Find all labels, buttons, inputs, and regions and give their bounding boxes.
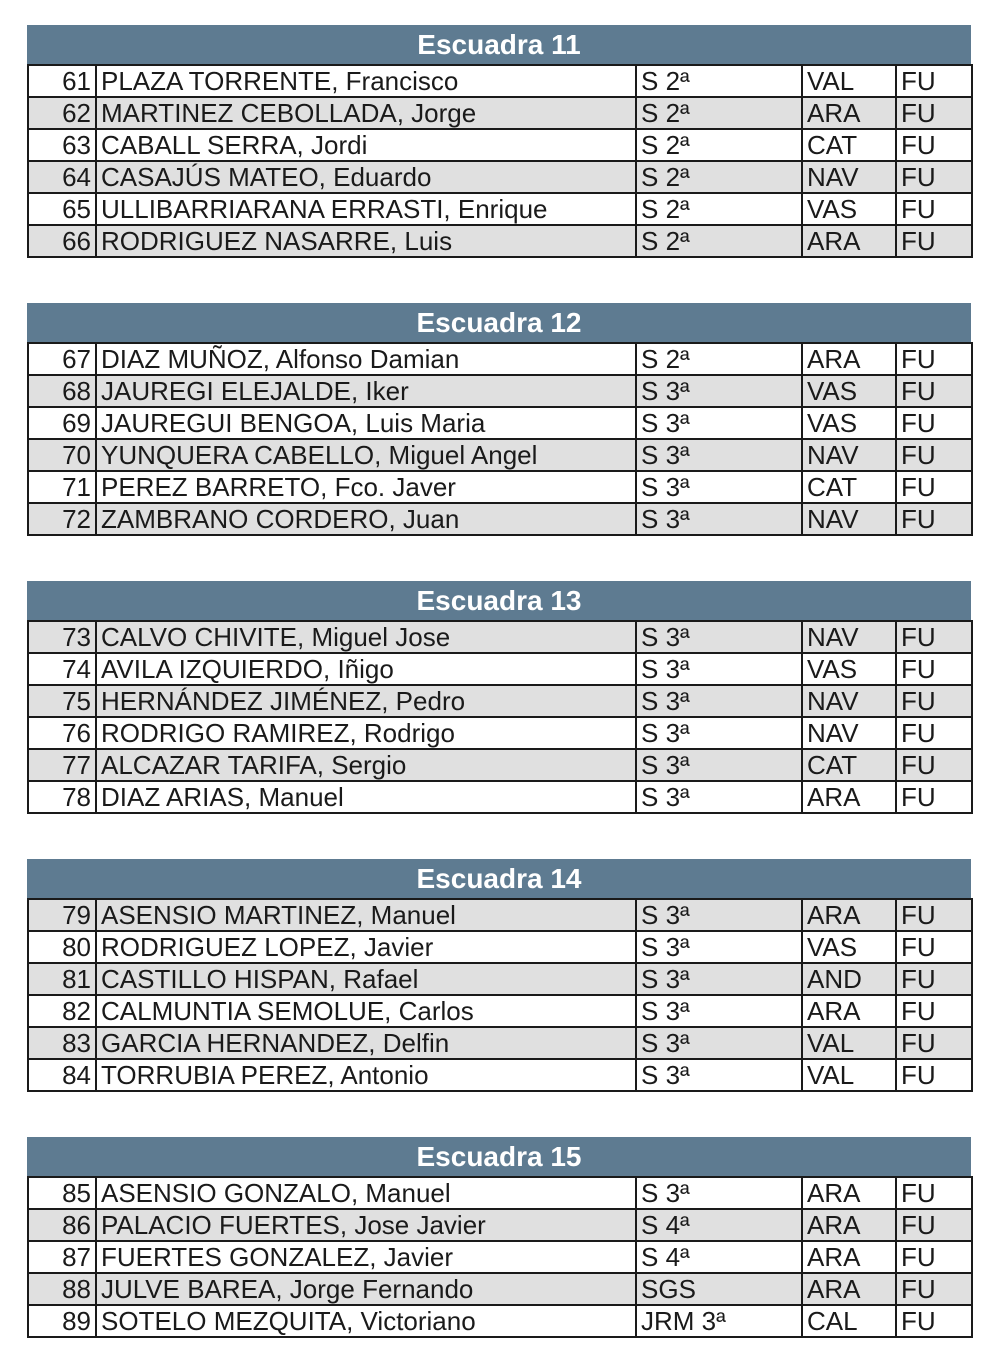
table-row: [28, 717, 972, 749]
shooter-type: FU: [896, 193, 972, 225]
shooter-type: FU: [896, 439, 972, 471]
table-row: [28, 1305, 972, 1337]
shooter-category: S 2ª: [636, 97, 802, 129]
shooter-name: ASENSIO MARTINEZ, Manuel: [96, 899, 636, 931]
shooter-type: FU: [896, 1177, 972, 1209]
shooter-category: S 2ª: [636, 161, 802, 193]
shooter-type: FU: [896, 129, 972, 161]
shooter-name: RODRIGO RAMIREZ, Rodrigo: [96, 717, 636, 749]
shooter-region: VAL: [802, 1059, 896, 1091]
shooter-region: AND: [802, 963, 896, 995]
table-row: [28, 343, 972, 375]
shooter-category: S 3ª: [636, 407, 802, 439]
shooter-number: 76: [28, 717, 96, 749]
table-row: [28, 161, 972, 193]
shooter-type: FU: [896, 995, 972, 1027]
shooter-name: PEREZ BARRETO, Fco. Javer: [96, 471, 636, 503]
shooter-name: JULVE BAREA, Jorge Fernando: [96, 1273, 636, 1305]
shooter-number: 62: [28, 97, 96, 129]
shooter-number: 81: [28, 963, 96, 995]
table-row: [28, 129, 972, 161]
shooter-type: FU: [896, 653, 972, 685]
table-row: [28, 963, 972, 995]
shooter-name: SOTELO MEZQUITA, Victoriano: [96, 1305, 636, 1337]
shooter-name: ZAMBRANO CORDERO, Juan: [96, 503, 636, 535]
table-row: [28, 65, 972, 97]
shooter-name: HERNÁNDEZ JIMÉNEZ, Pedro: [96, 685, 636, 717]
squad-table: [27, 342, 973, 536]
table-row: [28, 749, 972, 781]
shooter-number: 74: [28, 653, 96, 685]
shooter-region: VAS: [802, 931, 896, 963]
shooter-region: ARA: [802, 97, 896, 129]
shooter-region: VAS: [802, 407, 896, 439]
shooter-region: NAV: [802, 439, 896, 471]
shooter-category: S 2ª: [636, 193, 802, 225]
squad-13: [27, 581, 971, 814]
shooter-category: S 3ª: [636, 621, 802, 653]
shooter-name: CABALL SERRA, Jordi: [96, 129, 636, 161]
table-row: [28, 1059, 972, 1091]
shooter-type: FU: [896, 375, 972, 407]
shooter-number: 73: [28, 621, 96, 653]
shooter-region: NAV: [802, 161, 896, 193]
squad-title: Escuadra 13: [27, 581, 971, 620]
shooter-category: S 3ª: [636, 717, 802, 749]
shooter-number: 80: [28, 931, 96, 963]
shooter-type: FU: [896, 685, 972, 717]
shooter-category: S 3ª: [636, 439, 802, 471]
shooter-type: FU: [896, 1027, 972, 1059]
shooter-category: S 3ª: [636, 685, 802, 717]
shooter-region: CAT: [802, 129, 896, 161]
shooter-category: S 2ª: [636, 129, 802, 161]
shooter-number: 88: [28, 1273, 96, 1305]
shooter-region: ARA: [802, 225, 896, 257]
squad-title: Escuadra 12: [27, 303, 971, 342]
table-row: [28, 1241, 972, 1273]
shooter-number: 65: [28, 193, 96, 225]
shooter-category: S 3ª: [636, 931, 802, 963]
shooter-name: DIAZ MUÑOZ, Alfonso Damian: [96, 343, 636, 375]
table-row: [28, 653, 972, 685]
table-row: [28, 97, 972, 129]
shooter-region: VAL: [802, 1027, 896, 1059]
shooter-type: FU: [896, 503, 972, 535]
shooter-type: FU: [896, 781, 972, 813]
shooter-type: FU: [896, 621, 972, 653]
shooter-name: DIAZ ARIAS, Manuel: [96, 781, 636, 813]
shooter-name: ASENSIO GONZALO, Manuel: [96, 1177, 636, 1209]
shooter-number: 64: [28, 161, 96, 193]
squad-15: [27, 1137, 971, 1338]
shooter-number: 89: [28, 1305, 96, 1337]
shooter-name: FUERTES GONZALEZ, Javier: [96, 1241, 636, 1273]
shooter-name: TORRUBIA PEREZ, Antonio: [96, 1059, 636, 1091]
shooter-type: FU: [896, 963, 972, 995]
shooter-type: FU: [896, 1241, 972, 1273]
shooter-type: FU: [896, 1305, 972, 1337]
shooter-category: SGS: [636, 1273, 802, 1305]
shooter-number: 87: [28, 1241, 96, 1273]
shooter-category: S 3ª: [636, 781, 802, 813]
shooter-category: S 3ª: [636, 503, 802, 535]
shooter-number: 67: [28, 343, 96, 375]
table-row: [28, 685, 972, 717]
shooter-number: 61: [28, 65, 96, 97]
shooter-number: 71: [28, 471, 96, 503]
shooter-region: NAV: [802, 717, 896, 749]
squad-title: Escuadra 14: [27, 859, 971, 898]
shooter-region: NAV: [802, 621, 896, 653]
shooter-category: JRM 3ª: [636, 1305, 802, 1337]
shooter-category: S 3ª: [636, 1177, 802, 1209]
squad-11: [27, 25, 971, 258]
shooter-number: 84: [28, 1059, 96, 1091]
shooter-number: 82: [28, 995, 96, 1027]
shooter-region: CAT: [802, 749, 896, 781]
table-row: [28, 471, 972, 503]
shooter-name: RODRIGUEZ NASARRE, Luis: [96, 225, 636, 257]
squad-14: [27, 859, 971, 1092]
shooter-name: ALCAZAR TARIFA, Sergio: [96, 749, 636, 781]
shooter-type: FU: [896, 225, 972, 257]
shooter-name: YUNQUERA CABELLO, Miguel Angel: [96, 439, 636, 471]
table-row: [28, 1177, 972, 1209]
table-row: [28, 995, 972, 1027]
shooter-number: 69: [28, 407, 96, 439]
shooter-region: VAS: [802, 653, 896, 685]
table-row: [28, 1027, 972, 1059]
shooter-region: VAL: [802, 65, 896, 97]
shooter-region: ARA: [802, 343, 896, 375]
shooter-region: ARA: [802, 1273, 896, 1305]
shooter-region: ARA: [802, 1209, 896, 1241]
shooter-type: FU: [896, 1059, 972, 1091]
shooter-type: FU: [896, 749, 972, 781]
shooter-region: NAV: [802, 685, 896, 717]
shooter-category: S 3ª: [636, 899, 802, 931]
shooter-number: 63: [28, 129, 96, 161]
shooter-name: RODRIGUEZ LOPEZ, Javier: [96, 931, 636, 963]
shooter-number: 77: [28, 749, 96, 781]
shooter-name: JAUREGUI BENGOA, Luis Maria: [96, 407, 636, 439]
squad-title: Escuadra 11: [27, 25, 971, 64]
shooter-category: S 4ª: [636, 1241, 802, 1273]
table-row: [28, 931, 972, 963]
table-row: [28, 1209, 972, 1241]
shooter-number: 70: [28, 439, 96, 471]
shooter-category: S 2ª: [636, 65, 802, 97]
shooter-category: S 3ª: [636, 963, 802, 995]
shooter-type: FU: [896, 1273, 972, 1305]
table-row: [28, 899, 972, 931]
shooter-region: CAL: [802, 1305, 896, 1337]
shooter-number: 78: [28, 781, 96, 813]
table-row: [28, 193, 972, 225]
shooter-number: 75: [28, 685, 96, 717]
table-row: [28, 407, 972, 439]
shooter-type: FU: [896, 717, 972, 749]
squad-table: [27, 620, 973, 814]
shooter-name: CALMUNTIA SEMOLUE, Carlos: [96, 995, 636, 1027]
shooter-region: ARA: [802, 995, 896, 1027]
shooter-name: JAUREGI ELEJALDE, Iker: [96, 375, 636, 407]
shooter-number: 68: [28, 375, 96, 407]
shooter-category: S 3ª: [636, 1027, 802, 1059]
shooter-name: MARTINEZ CEBOLLADA, Jorge: [96, 97, 636, 129]
shooter-name: GARCIA HERNANDEZ, Delfin: [96, 1027, 636, 1059]
shooter-category: S 2ª: [636, 343, 802, 375]
shooter-category: S 2ª: [636, 225, 802, 257]
table-row: [28, 375, 972, 407]
shooter-category: S 3ª: [636, 375, 802, 407]
table-row: [28, 439, 972, 471]
shooter-name: CASAJÚS MATEO, Eduardo: [96, 161, 636, 193]
shooter-type: FU: [896, 65, 972, 97]
shooter-region: ARA: [802, 899, 896, 931]
shooter-type: FU: [896, 161, 972, 193]
table-row: [28, 781, 972, 813]
shooter-name: ULLIBARRIARANA ERRASTI, Enrique: [96, 193, 636, 225]
shooter-type: FU: [896, 343, 972, 375]
shooter-number: 85: [28, 1177, 96, 1209]
shooter-region: VAS: [802, 193, 896, 225]
squad-table: [27, 1176, 973, 1338]
table-row: [28, 621, 972, 653]
squad-12: [27, 303, 971, 536]
shooter-region: ARA: [802, 1177, 896, 1209]
table-row: [28, 503, 972, 535]
squad-title: Escuadra 15: [27, 1137, 971, 1176]
shooter-type: FU: [896, 97, 972, 129]
shooter-number: 72: [28, 503, 96, 535]
shooter-category: S 4ª: [636, 1209, 802, 1241]
shooter-number: 66: [28, 225, 96, 257]
shooter-region: ARA: [802, 781, 896, 813]
shooter-type: FU: [896, 471, 972, 503]
shooter-category: S 3ª: [636, 749, 802, 781]
table-row: [28, 225, 972, 257]
shooter-name: CASTILLO HISPAN, Rafael: [96, 963, 636, 995]
squad-table: [27, 64, 973, 258]
shooter-name: CALVO CHIVITE, Miguel Jose: [96, 621, 636, 653]
shooter-category: S 3ª: [636, 995, 802, 1027]
shooter-number: 83: [28, 1027, 96, 1059]
shooter-category: S 3ª: [636, 653, 802, 685]
shooter-region: ARA: [802, 1241, 896, 1273]
shooter-name: PALACIO FUERTES, Jose Javier: [96, 1209, 636, 1241]
shooter-category: S 3ª: [636, 471, 802, 503]
shooter-number: 79: [28, 899, 96, 931]
shooter-name: AVILA IZQUIERDO, Iñigo: [96, 653, 636, 685]
shooter-type: FU: [896, 407, 972, 439]
shooter-type: FU: [896, 899, 972, 931]
shooter-region: NAV: [802, 503, 896, 535]
shooter-type: FU: [896, 1209, 972, 1241]
squad-table: [27, 898, 973, 1092]
shooter-region: VAS: [802, 375, 896, 407]
shooter-category: S 3ª: [636, 1059, 802, 1091]
shooter-number: 86: [28, 1209, 96, 1241]
shooter-region: CAT: [802, 471, 896, 503]
table-row: [28, 1273, 972, 1305]
shooter-name: PLAZA TORRENTE, Francisco: [96, 65, 636, 97]
shooter-type: FU: [896, 931, 972, 963]
